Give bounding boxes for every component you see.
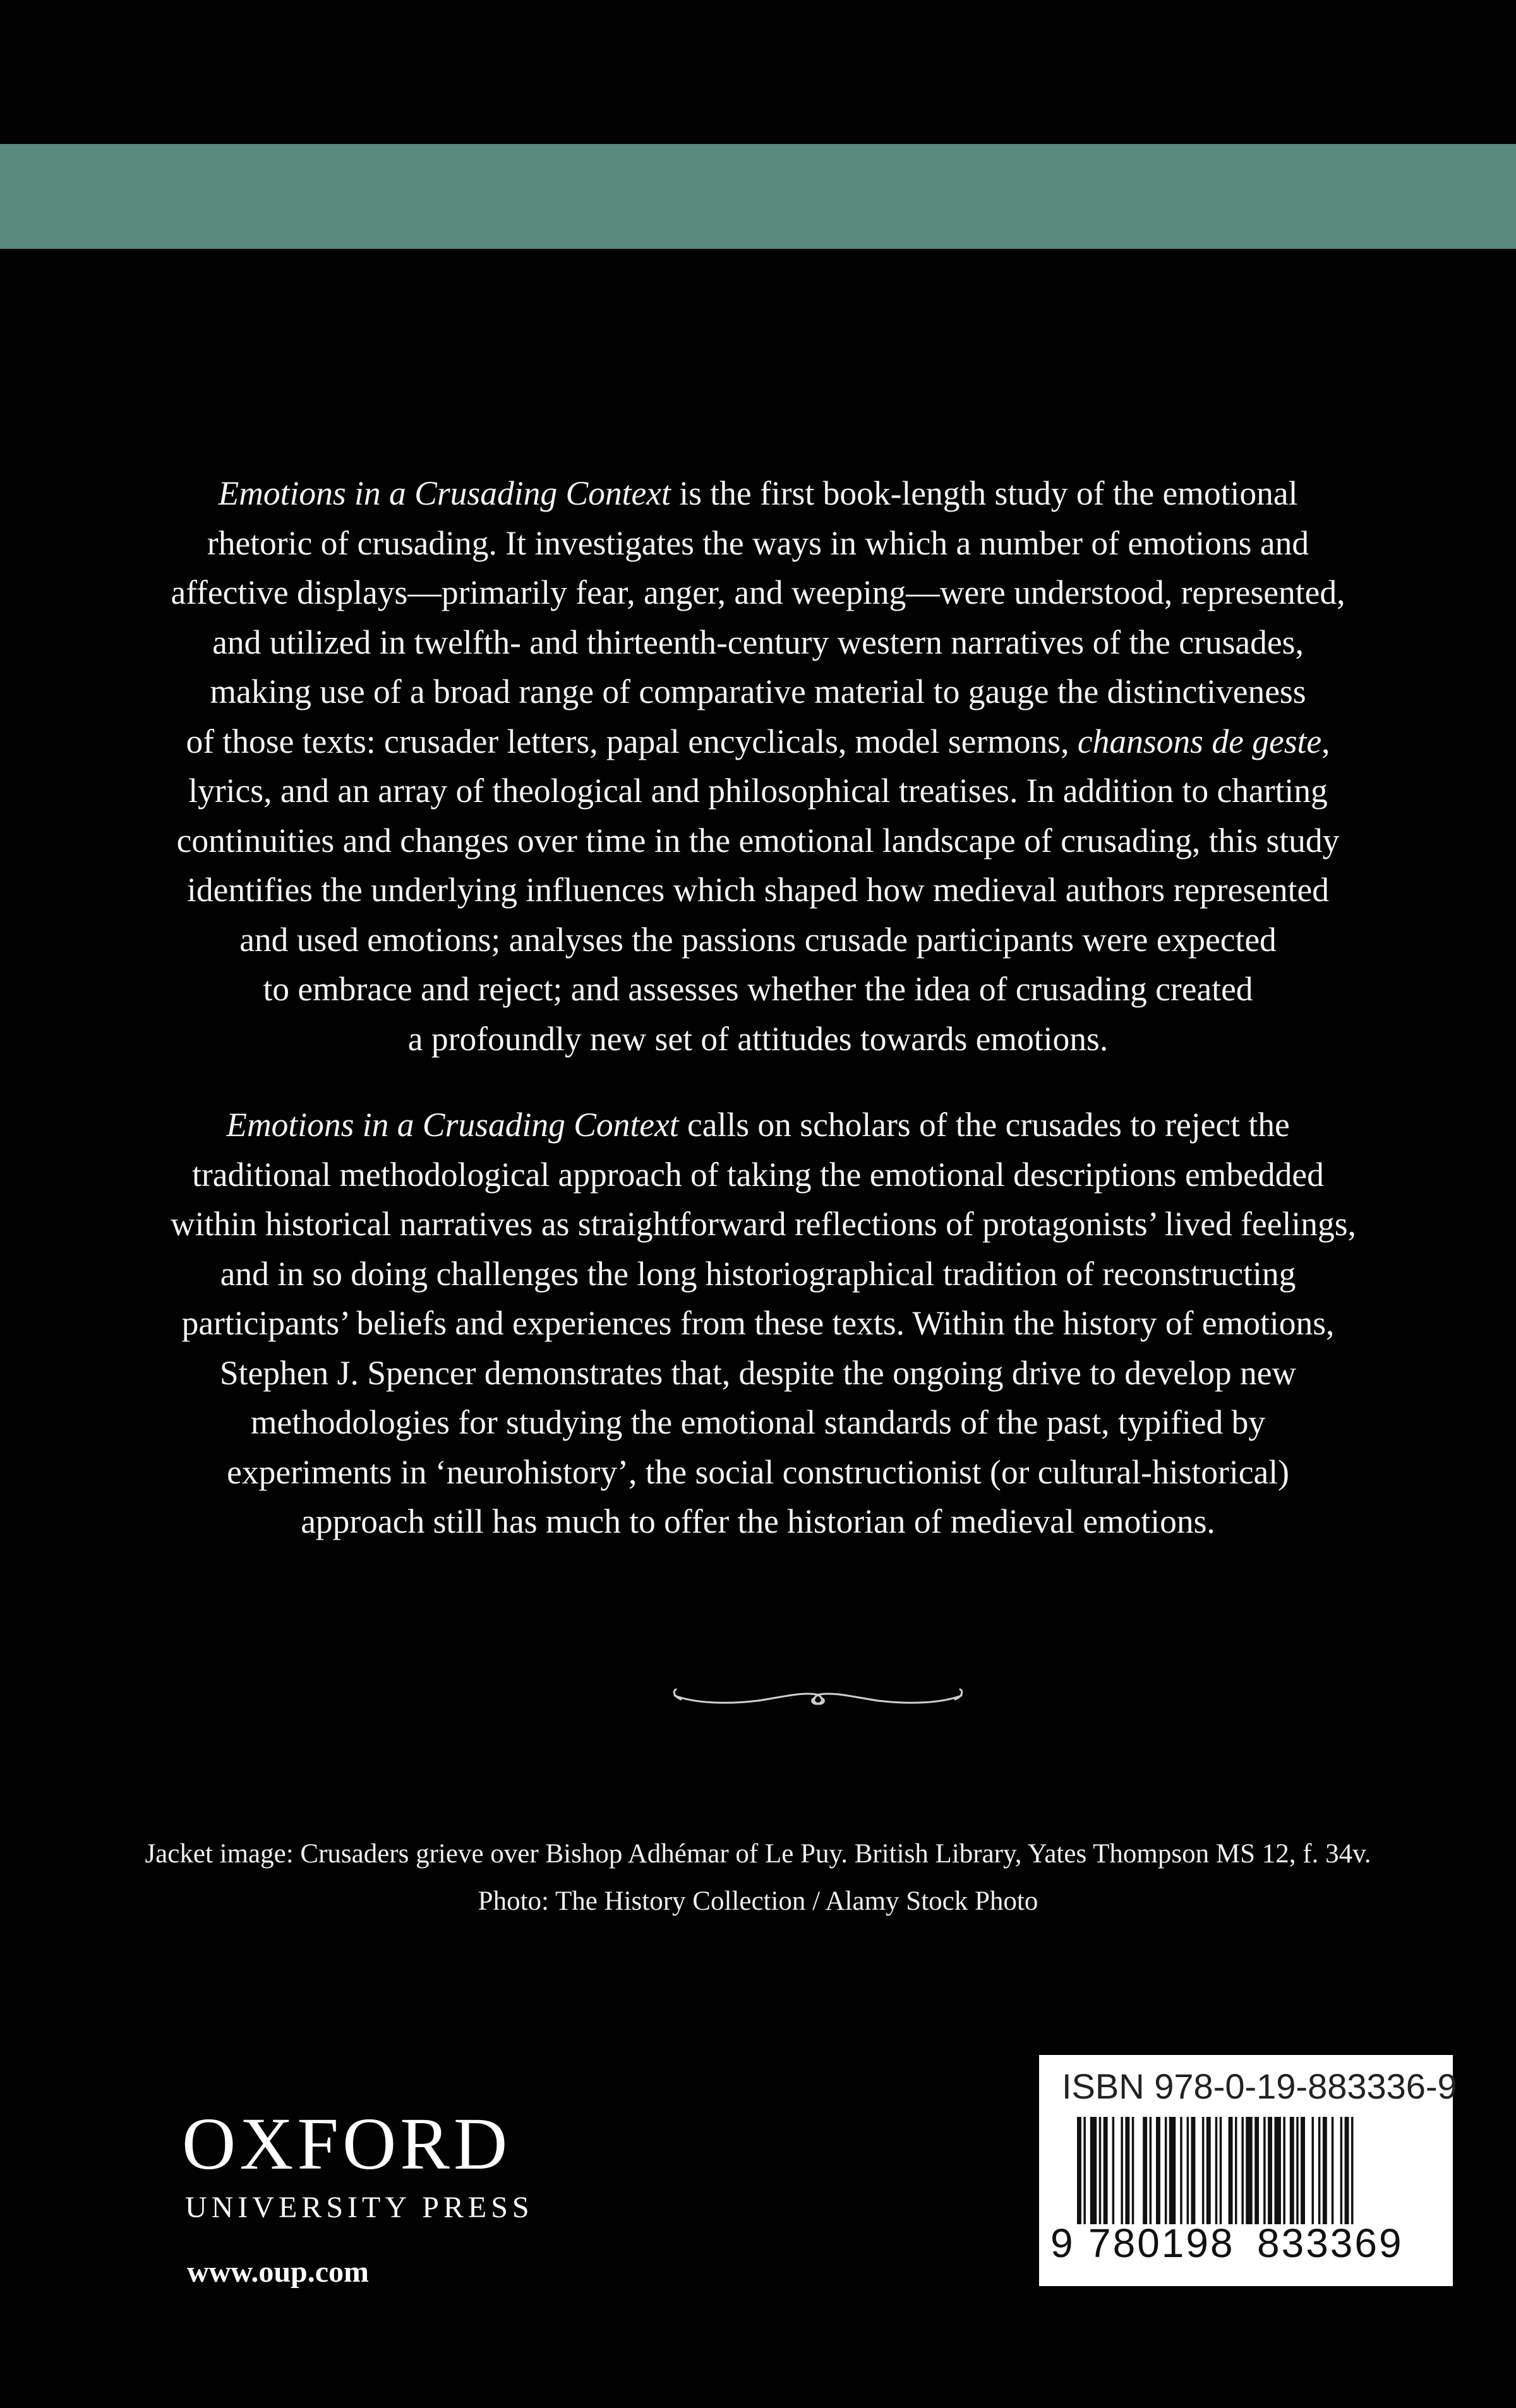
blurb-text: experiments in ‘neurohistory’, the social constructionist (or cultural-historical) [227,1453,1289,1491]
blurb-line [171,1199,1356,1249]
blurb-text: traditional methodological approach of taking the emotional descriptions embedded [192,1155,1324,1194]
barcode-bar [1318,2117,1321,2224]
book-title-italic: Emotions in a Crusading Context [226,1106,679,1144]
blurb-text: rhetoric of crusading. It investigates the ways in which a number of emotions and [207,524,1309,562]
book-title-italic: chansons de geste [1077,722,1322,760]
barcode-digits-right: 833369 [1257,2220,1404,2266]
barcode-bar [1077,2117,1081,2224]
publisher-website[interactable]: www.oup.com [187,2255,370,2289]
barcode-bar [1345,2117,1349,2224]
blurb-text: identifies the underlying influences which shaped how medieval authors represented [186,871,1330,909]
barcode-bar [1220,2117,1222,2224]
blurb-text: and in so doing challenges the long historiographical tradition of reconstructing [220,1254,1296,1293]
blurb-text: approach still has much to offer the historian of medieval emotions. [301,1502,1215,1540]
blurb-paragraph-2 [171,1100,1356,1547]
barcode-bar [1150,2117,1152,2224]
barcode-bar [1296,2117,1299,2224]
blurb-line [171,915,1345,965]
barcode-bar [1090,2117,1097,2224]
blurb-line [171,1298,1345,1348]
barcode-bar [1165,2117,1167,2224]
barcode-bar [1235,2117,1237,2224]
barcode-bar [1104,2117,1108,2224]
blurb-line [171,469,1345,518]
blurb-line [171,1497,1345,1547]
barcode-bar [1275,2117,1281,2224]
blurb-paragraph-1 [171,469,1345,1063]
isbn-barcode-box [1039,2055,1457,2286]
barcode-bar [1132,2117,1134,2224]
barcode-bar [1312,2117,1314,2224]
blurb-line [171,1100,1345,1150]
book-title-italic: Emotions in a Crusading Context [218,474,671,512]
barcode-bar [1323,2117,1327,2224]
barcode-bar [1112,2117,1115,2224]
barcode-bar [1191,2117,1196,2224]
blurb-line [171,1447,1345,1497]
barcode-bar [1340,2117,1343,2224]
blurb-text: Stephen J. Spencer demonstrates that, despite the ongoing drive to develop new [219,1353,1297,1392]
barcode-bar [1301,2117,1305,2224]
barcode-bar [1229,2117,1233,2224]
blurb-text: affective displays—primarily fear, anger, and weeping—were understood, represented, [171,573,1345,611]
barcode-bar [1241,2117,1244,2224]
blurb-text: to embrace and reject; and assesses whether the idea of crusading created [263,970,1253,1008]
barcode-bar [1083,2117,1086,2224]
barcode-lead-digit: 9 [1050,2220,1075,2266]
barcode-bar [1283,2117,1285,2224]
blurb-text: and used emotions; analyses the passions crusade participants were expected [239,920,1277,959]
isbn-label: ISBN 978-0-19-883336-9 [1062,2066,1457,2106]
blurb-text: calls on scholars of the crusades to reject the [678,1106,1290,1144]
blurb-text: within historical narratives as straightforward reflections of protagonists’ lived feelings, [171,1205,1356,1243]
blurb-line [171,568,1345,618]
blurb-text: making use of a broad range of comparative material to gauge the distinctiveness [210,673,1306,710]
barcode-bar [1156,2117,1160,2224]
blurb-text: is the first book-length study of the emotional [670,474,1298,512]
blurb-line [171,1014,1345,1064]
photo-credit: Photo: The History Collection / Alamy Stock Photo [478,1886,1038,1916]
barcode-bar [1206,2117,1211,2224]
blurb-line [171,1348,1345,1398]
blurb-text: methodologies for studying the emotional standards of the past, typified by [250,1403,1266,1441]
barcode-digits-left: 780198 [1088,2220,1235,2266]
barcode-bar [1246,2117,1252,2224]
barcode-bar [1121,2117,1123,2224]
barcode-bar [1254,2117,1259,2224]
barcode-bar [1143,2117,1147,2224]
blurb-line [171,766,1345,816]
blurb-text: of those texts: crusader letters, papal encyclicals, model sermons, [186,722,1078,760]
blurb-text: lyrics, and an array of theological and philosophical treatises. In addition to charting [188,772,1328,810]
barcode-bar [1180,2117,1182,2224]
blurb-text: and utilized in twelfth- and thirteenth-century western narratives of the crusades, [212,623,1304,661]
blurb-line [171,518,1345,568]
barcode-bar [1268,2117,1272,2224]
blurb-line [171,667,1345,717]
blurb-line [171,1398,1345,1447]
barcode-icon [1077,2117,1418,2229]
blurb-text: continuities and changes over time in the emotional landscape of crusading, this study [176,821,1340,860]
barcode-bar [1169,2117,1176,2224]
blurb-line [171,1249,1345,1299]
blurb-line [171,717,1345,767]
blurb-text: a profoundly new set of attitudes towards emotions. [407,1019,1109,1058]
teal-band [0,144,1516,249]
barcode-bar [1290,2117,1294,2224]
blurb-text: participants’ beliefs and experiences from these texts. Within the history of emotions, [181,1304,1335,1342]
blurb-line [171,865,1345,915]
blurb-line [171,1150,1345,1200]
blurb-text: , [1321,722,1330,760]
flourish-ornament-icon [670,1683,966,1715]
barcode-bar [1215,2117,1218,2224]
barcode-bar [1263,2117,1266,2224]
barcode-bar [1351,2117,1354,2224]
barcode-bar [1332,2117,1334,2224]
blurb-line [171,964,1345,1014]
barcode-bar [1099,2117,1102,2224]
jacket-image-credit: Jacket image: Crusaders grieve over Bishop Adhémar of Le Puy. British Library, Yates Thompson MS 12, f. 34v. [145,1839,1371,1869]
publisher-logo-oxford: OXFORD [182,2102,512,2185]
barcode-bar [1125,2117,1129,2224]
publisher-logo-press: UNIVERSITY PRESS [185,2191,534,2224]
barcode-bar [1187,2117,1189,2224]
blurb-line [171,618,1345,668]
barcode-bar [1202,2117,1205,2224]
blurb-line [171,816,1345,866]
